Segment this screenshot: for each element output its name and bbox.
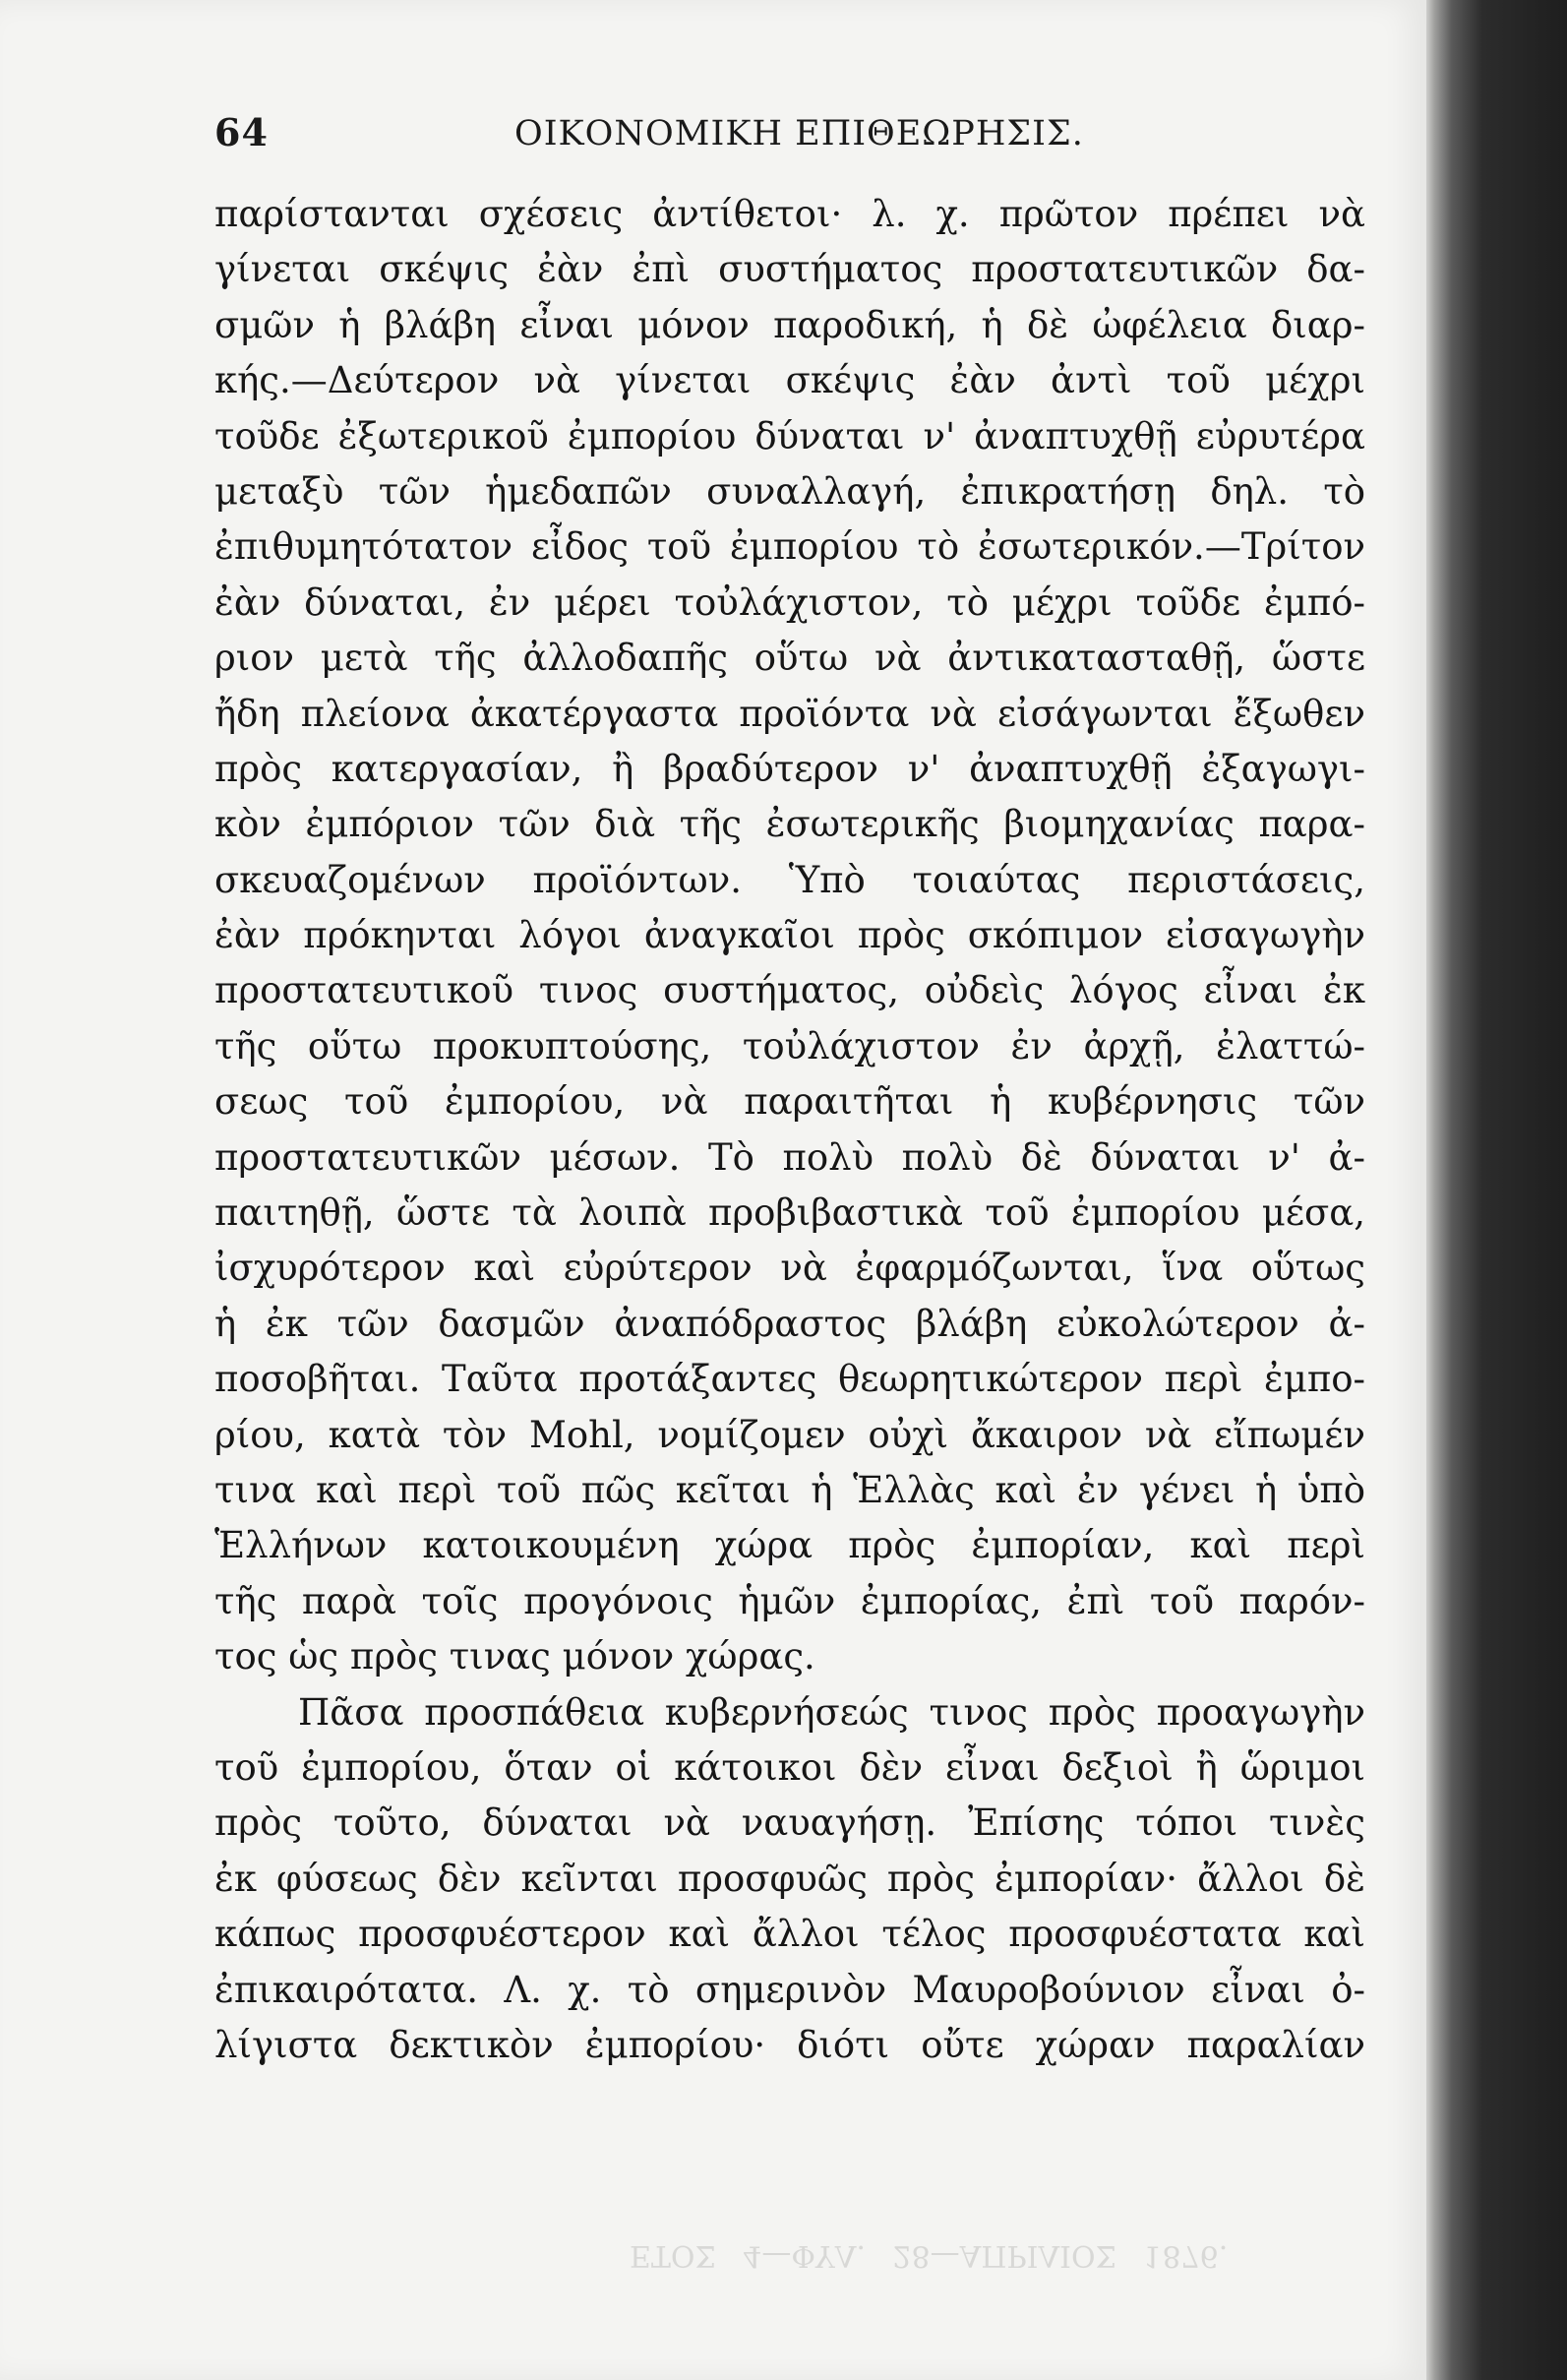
text-line: ἐπιθυμητότατον εἶδος τοῦ ἐμπορίου τὸ ἐσωτερικόν.—Τρίτον [214, 525, 1365, 569]
text-line: ἡ ἐκ τῶν δασμῶν ἀναπόδραστος βλάβη εὐκολώτερον ἀ- [214, 1302, 1365, 1345]
text-line: σκευαζομένων προϊόντων. Ὑπὸ τοιαύτας περιστάσεις, [214, 858, 1365, 901]
text-line: προστατευτικῶν μέσων. Τὸ πολὺ πολὺ δὲ δύναται ν' ἀ- [214, 1135, 1365, 1179]
page-header [214, 110, 1365, 159]
text-line: τος ὡς πρὸς τινας μόνον χώρας. [214, 1635, 815, 1678]
text-line: ἐκ φύσεως δὲν κεῖνται προσφυῶς πρὸς ἐμπορίαν· ἄλλοι δὲ [214, 1857, 1365, 1900]
text-line: ρίου, κατὰ τὸν Mohl, νομίζομεν οὐχὶ ἄκαιρον νὰ εἴπωμέν [214, 1413, 1365, 1456]
body-text [214, 187, 1365, 2073]
text-line: γίνεται σκέψις ἐὰν ἐπὶ συστήματος προστατευτικῶν δα- [214, 248, 1365, 291]
text-line: κής.—Δεύτερον νὰ γίνεται σκέψις ἐὰν ἀντὶ τοῦ μέχρι [214, 359, 1365, 402]
text-line: παρίστανται σχέσεις ἀντίθετοι· λ. χ. πρῶτον πρέπει νὰ [214, 193, 1365, 235]
text-line: ριον μετὰ τῆς ἀλλοδαπῆς οὕτω νὰ ἀντικατασταθῇ, ὥστε [214, 637, 1365, 680]
running-head: ΟΙΚΟΝΟΜΙΚΗ ΕΠΙΘΕΩΡΗΣΙΣ. [514, 114, 1084, 153]
text-line: τῆς οὕτω προκυπτούσης, τοὐλάχιστον ἐν ἀρχῇ, ἐλαττώ- [214, 1024, 1365, 1068]
text-line: ποσοβῆται. Ταῦτα προτάξαντες θεωρητικώτερον περὶ ἐμπο- [214, 1358, 1365, 1401]
text-line: προστατευτικοῦ τινος συστήματος, οὐδεὶς λόγος εἶναι ἐκ [214, 969, 1365, 1012]
text-line: τινα καὶ περὶ τοῦ πῶς κεῖται ἡ Ἑλλὰς καὶ ἐν γένει ἡ ὑπὸ [214, 1468, 1365, 1511]
text-line: ἐὰν δύναται, ἐν μέρει τοὐλάχιστον, τὸ μέχρι τοῦδε ἐμπό- [214, 580, 1365, 624]
page-number: 64 [214, 110, 269, 154]
text-line: ἰσχυρότερον καὶ εὐρύτερον νὰ ἐφαρμόζωνται, ἵνα οὕτως [214, 1247, 1365, 1290]
text-line: τοῦ ἐμπορίου, ὅταν οἱ κάτοικοι δὲν εἶναι δεξιοὶ ἢ ὥριμοι [214, 1745, 1365, 1789]
text-line: ἐὰν πρόκηνται λόγοι ἀναγκαῖοι πρὸς σκόπιμον εἰσαγωγὴν [214, 914, 1365, 957]
text-line: σεως τοῦ ἐμπορίου, νὰ παραιτῆται ἡ κυβέρνησις τῶν [214, 1080, 1365, 1124]
show-through-text: ΕΤΟΣ 4—ΦΥΛ. 28—ΑΠΡΙΛΙΟΣ 1876. [630, 2238, 1229, 2273]
text-line: πρὸς κατεργασίαν, ἢ βραδύτερον ν' ἀναπτυχθῇ ἐξαγωγι- [214, 747, 1365, 790]
text-line: Ἑλλήνων κατοικουμένη χώρα πρὸς ἐμπορίαν, καὶ περὶ [214, 1524, 1365, 1567]
text-line: λίγιστα δεκτικὸν ἐμπορίου· διότι οὔτε χώραν παραλίαν [214, 2023, 1365, 2066]
text-line: τῆς παρὰ τοῖς προγόνοις ἡμῶν ἐμπορίας, ἐπὶ τοῦ παρόν- [214, 1579, 1365, 1622]
page-edge-shadow [1426, 0, 1567, 2380]
text-line: μεταξὺ τῶν ἡμεδαπῶν συναλλαγή, ἐπικρατήσῃ δηλ. τὸ [214, 469, 1365, 513]
text-line: πρὸς τοῦτο, δύναται νὰ ναυαγήσῃ. Ἐπίσης τόποι τινὲς [214, 1801, 1365, 1845]
text-line: ἐπικαιρότατα. Λ. χ. τὸ σημερινὸν Μαυροβούνιον εἶναι ὀ- [214, 1968, 1365, 2011]
text-line: τοῦδε ἐξωτερικοῦ ἐμπορίου δύναται ν' ἀναπτυχθῇ εὐρυτέρα [214, 414, 1365, 458]
text-line: σμῶν ἡ βλάβη εἶναι μόνον παροδική, ἡ δὲ ὠφέλεια διαρ- [214, 303, 1365, 346]
paragraph-1 [214, 187, 1365, 1685]
text-line: κὸν ἐμπόριον τῶν διὰ τῆς ἐσωτερικῆς βιομηχανίας παρα- [214, 803, 1365, 846]
text-line: παιτηθῇ, ὥστε τὰ λοιπὰ προβιβαστικὰ τοῦ ἐμπορίου μέσα, [214, 1191, 1365, 1235]
text-line: κάπως προσφυέστερον καὶ ἄλλοι τέλος προσφυέστατα καὶ [214, 1913, 1365, 1956]
text-line: Πᾶσα προσπάθεια κυβερνήσεώς τινος πρὸς προαγωγὴν [298, 1690, 1365, 1734]
text-line: ἤδη πλείονα ἀκατέργαστα προϊόντα νὰ εἰσάγωνται ἔξωθεν [214, 692, 1365, 735]
paragraph-2 [214, 1685, 1365, 2074]
